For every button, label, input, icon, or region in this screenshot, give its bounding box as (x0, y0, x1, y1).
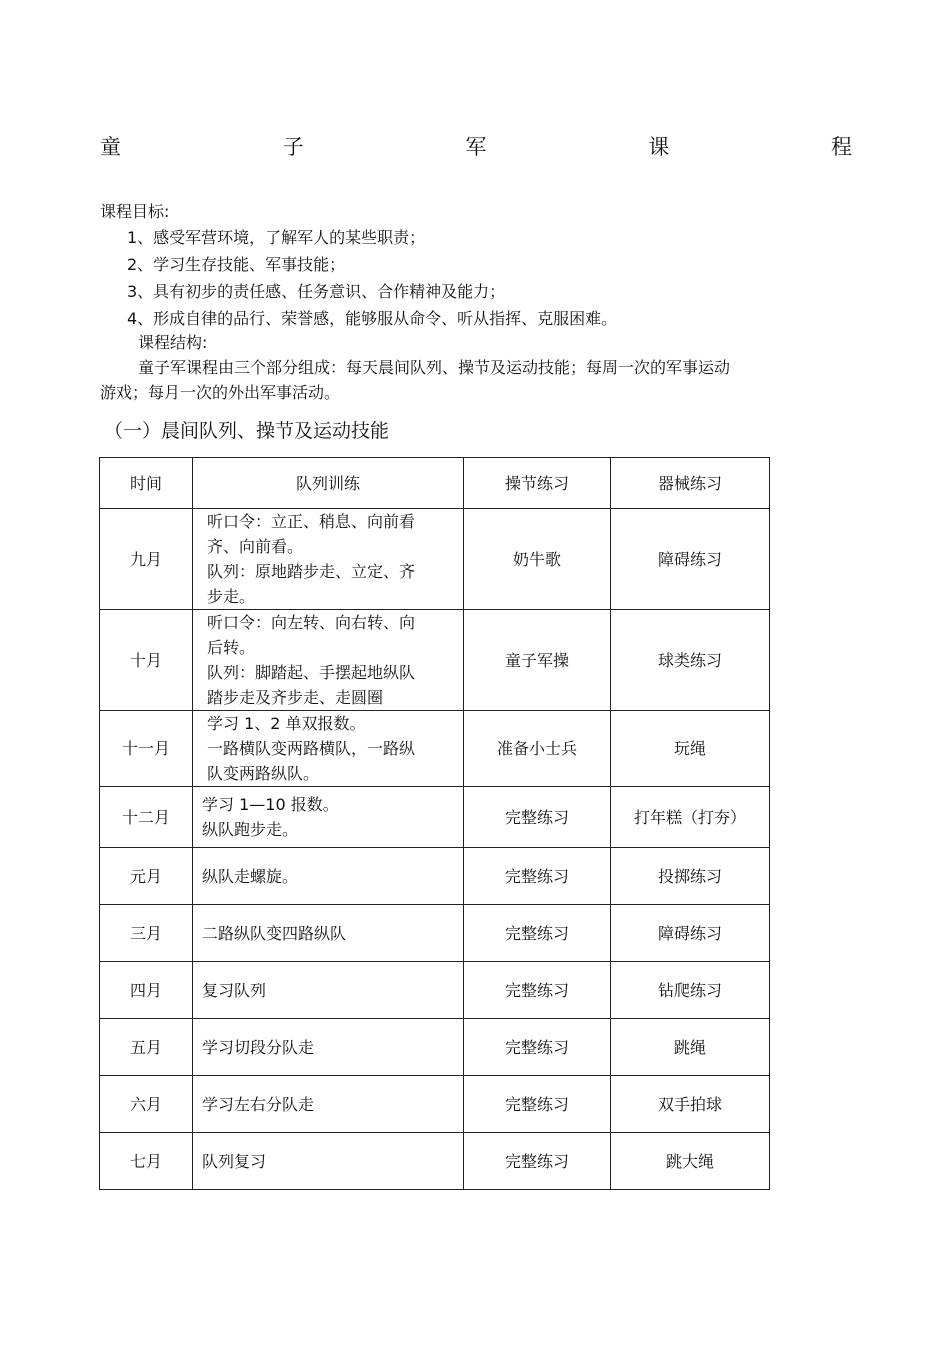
drill-cell (193, 962, 464, 1019)
exercise-cell: 完整练习 (464, 962, 611, 1019)
equipment-cell: 跳大绳 (611, 1133, 770, 1190)
equipment-cell: 玩绳 (611, 711, 770, 787)
drill-cell (193, 509, 464, 610)
drill-cell (193, 711, 464, 787)
exercise-cell: 完整练习 (464, 1133, 611, 1190)
title-char: 程 (831, 135, 852, 159)
table-row (100, 787, 770, 848)
table-row (100, 1133, 770, 1190)
schedule-table (99, 457, 770, 1190)
drill-line: 步走。 (207, 587, 256, 606)
title-char: 子 (282, 135, 304, 159)
table-row (100, 962, 770, 1019)
header-cell: 操节练习 (464, 458, 611, 509)
drill-line: 听口令：立正、稍息、向前看 (207, 512, 416, 531)
table-row (100, 1076, 770, 1133)
equipment-cell: 双手拍球 (611, 1076, 770, 1133)
page-title (100, 132, 852, 162)
table-row (100, 848, 770, 905)
structure-text-line: 童子军课程由三个部分组成：每天晨间队列、操节及运动技能；每周一次的军事运动 (138, 358, 731, 377)
month-cell: 五月 (100, 1019, 193, 1076)
goal-item: 3、具有初步的责任感、任务意识、合作精神及能力； (127, 282, 506, 301)
table-row (100, 711, 770, 787)
drill-line: 踏步走及齐步走、走圆圈 (207, 688, 384, 707)
drill-cell (193, 1076, 464, 1133)
header-cell: 时间 (100, 458, 193, 509)
drill-line: 后转。 (207, 638, 256, 657)
month-cell: 四月 (100, 962, 193, 1019)
equipment-cell: 跳绳 (611, 1019, 770, 1076)
title-char: 课 (648, 135, 670, 159)
exercise-cell: 童子军操 (464, 610, 611, 711)
drill-cell (193, 787, 464, 848)
exercise-cell: 完整练习 (464, 1076, 611, 1133)
month-cell: 元月 (100, 848, 193, 905)
drill-line: 二路纵队变四路纵队 (202, 923, 347, 943)
month-cell: 十月 (100, 610, 193, 711)
exercise-cell: 完整练习 (464, 787, 611, 848)
drill-line: 齐、向前看。 (207, 537, 304, 556)
drill-line: 学习 1、2 单双报数。 (207, 714, 366, 733)
month-cell: 十一月 (100, 711, 193, 787)
drill-line: 学习切段分队走 (202, 1037, 315, 1057)
drill-line: 队列：脚踏起、手摆起地纵队 (207, 663, 416, 682)
table-row (100, 509, 770, 610)
exercise-cell: 完整练习 (464, 905, 611, 962)
table-row (100, 1019, 770, 1076)
structure-text-line: 游戏；每月一次的外出军事活动。 (100, 383, 341, 402)
drill-line: 队列：原地踏步走、立定、齐 (207, 562, 416, 581)
drill-line: 学习左右分队走 (202, 1094, 315, 1114)
equipment-cell: 钻爬练习 (611, 962, 770, 1019)
goal-item: 1、感受军营环境，了解军人的某些职责； (127, 228, 426, 247)
month-cell: 三月 (100, 905, 193, 962)
structure-label: 课程结构: (138, 333, 208, 352)
equipment-cell: 打年糕（打夯） (611, 787, 770, 848)
drill-cell (193, 848, 464, 905)
month-cell: 九月 (100, 509, 193, 610)
drill-line: 队列复习 (202, 1151, 267, 1171)
title-char: 军 (465, 135, 487, 159)
table-row (100, 610, 770, 711)
drill-cell (193, 610, 464, 711)
month-cell: 七月 (100, 1133, 193, 1190)
header-cell: 器械练习 (611, 458, 770, 509)
header-cell: 队列训练 (193, 458, 464, 509)
drill-line: 学习 1—10 报数。 (202, 795, 339, 814)
drill-line: 纵队跑步走。 (202, 820, 299, 839)
goal-item: 4、形成自律的品行、荣誉感，能够服从命令、听从指挥、克服困难。 (127, 309, 618, 328)
drill-line: 队变两路纵队。 (207, 764, 320, 783)
equipment-cell: 投掷练习 (611, 848, 770, 905)
exercise-cell: 奶牛歌 (464, 509, 611, 610)
drill-line: 一路横队变两路横队，一路纵 (207, 739, 416, 758)
title-char: 童 (100, 135, 121, 159)
equipment-cell: 障碍练习 (611, 905, 770, 962)
goal-item: 2、学习生存技能、军事技能； (127, 255, 346, 274)
equipment-cell: 球类练习 (611, 610, 770, 711)
table-row (100, 905, 770, 962)
equipment-cell: 障碍练习 (611, 509, 770, 610)
drill-line: 复习队列 (202, 980, 267, 1000)
exercise-cell: 准备小士兵 (464, 711, 611, 787)
drill-cell (193, 1019, 464, 1076)
drill-line: 听口令：向左转、向右转、向 (207, 613, 416, 632)
month-cell: 六月 (100, 1076, 193, 1133)
drill-cell (193, 905, 464, 962)
table-header-row (100, 458, 770, 509)
month-cell: 十二月 (100, 787, 193, 848)
exercise-cell: 完整练习 (464, 1019, 611, 1076)
exercise-cell: 完整练习 (464, 848, 611, 905)
section-title: （一）晨间队列、操节及运动技能 (104, 420, 390, 442)
drill-line: 纵队走螺旋。 (202, 866, 299, 886)
drill-cell (193, 1133, 464, 1190)
goals-label: 课程目标: (100, 202, 170, 221)
